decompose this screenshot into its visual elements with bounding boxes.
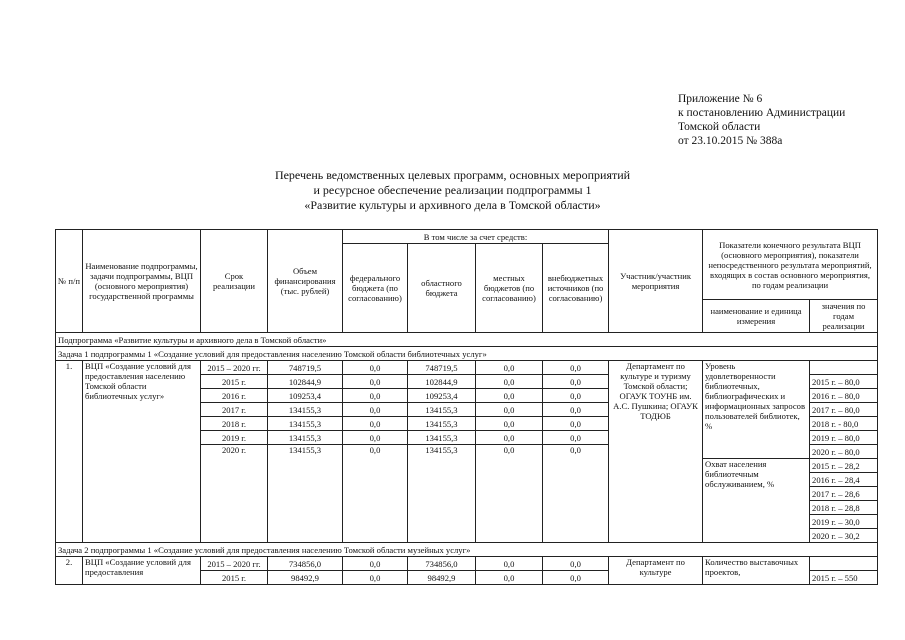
table-row (56, 557, 878, 571)
cell-term: 2019 г. (201, 431, 268, 445)
appendix-line: Томской области (678, 121, 761, 133)
cell-local: 0,0 (476, 445, 543, 543)
cell-volume: 134155,3 (268, 417, 343, 431)
cell-federal: 0,0 (343, 557, 408, 571)
cell-term: 2015 – 2020 гг. (201, 361, 268, 375)
cell-term: 2020 г. (201, 445, 268, 543)
cell-regional: 109253,4 (408, 389, 476, 403)
header-term: Срок реализации (201, 230, 268, 333)
header-federal: федерального бюджета (по согласованию) (343, 244, 408, 333)
cell-local: 0,0 (476, 375, 543, 389)
cell-extra: 0,0 (543, 403, 609, 417)
cell-regional: 134155,3 (408, 403, 476, 417)
cell-term: 2016 г. (201, 389, 268, 403)
cell-local: 0,0 (476, 403, 543, 417)
cell-regional: 134155,3 (408, 417, 476, 431)
indicator-value (810, 361, 878, 375)
header-volume: Объем финансирования (тыс. рублей) (268, 230, 343, 333)
cell-local: 0,0 (476, 417, 543, 431)
header-local: местных бюджетов (по согласованию) (476, 244, 543, 333)
cell-volume: 748719,5 (268, 361, 343, 375)
cell-extra: 0,0 (543, 557, 609, 571)
indicator-value: 2016 г. – 80,0 (810, 389, 878, 403)
header-extra: внебюджетных источников (по согласованию) (543, 244, 609, 333)
cell-volume: 134155,3 (268, 403, 343, 417)
indicator-value: 2015 г. – 80,0 (810, 375, 878, 389)
cell-local: 0,0 (476, 571, 543, 585)
appendix-line: от 23.10.2015 № 388а (678, 135, 783, 147)
indicator-value: 2020 г. – 80,0 (810, 445, 878, 459)
header-name: Наименование подпрограммы, задачи подпрограммы, ВЦП (основного мероприятия) государственной программы (83, 230, 201, 333)
cell-federal: 0,0 (343, 417, 408, 431)
cell-extra: 0,0 (543, 389, 609, 403)
header-including: В том числе за счет средств: (343, 230, 609, 244)
cell-regional: 134155,3 (408, 445, 476, 543)
row-number: 2. (56, 557, 83, 585)
cell-extra: 0,0 (543, 417, 609, 431)
indicator-value: 2019 г. – 30,0 (810, 515, 878, 529)
participant: Департамент по культуре и туризму Томской области; ОГАУК ТОУНБ им. А.С. Пушкина; ОГАУК ТОДЮБ (609, 361, 703, 543)
appendix-line: к постановлению Администрации (678, 107, 846, 119)
cell-extra: 0,0 (543, 445, 609, 543)
cell-term: 2015 – 2020 гг. (201, 557, 268, 571)
cell-extra: 0,0 (543, 375, 609, 389)
appendix-block (678, 92, 845, 148)
indicator-value: 2017 г. – 28,6 (810, 487, 878, 501)
cell-federal: 0,0 (343, 375, 408, 389)
program-table (55, 229, 878, 585)
cell-volume: 98492,9 (268, 571, 343, 585)
indicator-value: 2015 г. – 28,2 (810, 459, 878, 473)
cell-extra: 0,0 (543, 361, 609, 375)
title-line: и ресурсное обеспечение реализации подпрограммы 1 (313, 183, 592, 197)
cell-federal: 0,0 (343, 389, 408, 403)
cell-volume: 134155,3 (268, 445, 343, 543)
indicator-value: 2020 г. – 30,2 (810, 529, 878, 543)
task-row: Задача 1 подпрограммы 1 «Создание условий для предоставления населению Томской области библиотечных услуг» (56, 347, 878, 361)
participant: Департамент по культуре (609, 557, 703, 585)
indicator-name: Количество выставочных проектов, (703, 557, 810, 585)
cell-term: 2018 г. (201, 417, 268, 431)
program-name: ВЦП «Создание условий для предоставления населению Томской области библиотечных услуг» (83, 361, 201, 543)
cell-extra: 0,0 (543, 431, 609, 445)
indicator-value: 2017 г. – 80,0 (810, 403, 878, 417)
indicator-value (810, 557, 878, 571)
cell-federal: 0,0 (343, 403, 408, 417)
indicator-name: Уровень удовлетворенности библиотечных, библиографических и информационных запросов пользователей библиотек, % (703, 361, 810, 459)
cell-federal: 0,0 (343, 431, 408, 445)
cell-volume: 102844,9 (268, 375, 343, 389)
title-line: Перечень ведомственных целевых программ, основных мероприятий (274, 168, 631, 182)
indicator-name: Охват населения библиотечным обслуживанием, % (703, 459, 810, 543)
table-row (56, 361, 878, 375)
cell-regional: 734856,0 (408, 557, 476, 571)
cell-local: 0,0 (476, 361, 543, 375)
header-indicators: Показатели конечного результата ВЦП (основного мероприятия), показатели непосредственного результата мероприятий, входящих в состав основного мероприятия, по годам реализации (703, 230, 878, 300)
header-indicator-values: значения по годам реализации (810, 300, 878, 333)
header-num: № п/п (56, 230, 83, 333)
header-indicator-name: наименование и единица измерения (703, 300, 810, 333)
cell-term: 2015 г. (201, 375, 268, 389)
cell-regional: 98492,9 (408, 571, 476, 585)
cell-regional: 748719,5 (408, 361, 476, 375)
cell-local: 0,0 (476, 389, 543, 403)
document-title (0, 168, 905, 213)
header-regional: областного бюджета (408, 244, 476, 333)
cell-federal: 0,0 (343, 445, 408, 543)
appendix-line: Приложение № 6 (678, 93, 763, 105)
program-name: ВЦП «Создание условий для предоставления (83, 557, 201, 585)
task-row: Задача 2 подпрограммы 1 «Создание условий для предоставления населению Томской области музейных услуг» (56, 543, 878, 557)
subprogram-row: Подпрограмма «Развитие культуры и архивного дела в Томской области» (56, 333, 878, 347)
cell-term: 2017 г. (201, 403, 268, 417)
cell-extra: 0,0 (543, 571, 609, 585)
cell-regional: 102844,9 (408, 375, 476, 389)
title-line: «Развитие культуры и архивного дела в Томской области» (304, 198, 601, 212)
header-participant: Участник/участник мероприятия (609, 230, 703, 333)
indicator-value: 2015 г. – 550 (810, 571, 878, 585)
indicator-value: 2019 г. – 80,0 (810, 431, 878, 445)
cell-federal: 0,0 (343, 361, 408, 375)
indicator-value: 2018 г. - 80,0 (810, 417, 878, 431)
cell-federal: 0,0 (343, 571, 408, 585)
cell-term: 2015 г. (201, 571, 268, 585)
row-number: 1. (56, 361, 83, 543)
indicator-value: 2016 г. – 28,4 (810, 473, 878, 487)
cell-volume: 109253,4 (268, 389, 343, 403)
cell-regional: 134155,3 (408, 431, 476, 445)
cell-local: 0,0 (476, 557, 543, 571)
cell-volume: 134155,3 (268, 431, 343, 445)
cell-volume: 734856,0 (268, 557, 343, 571)
cell-local: 0,0 (476, 431, 543, 445)
indicator-value: 2018 г. – 28,8 (810, 501, 878, 515)
